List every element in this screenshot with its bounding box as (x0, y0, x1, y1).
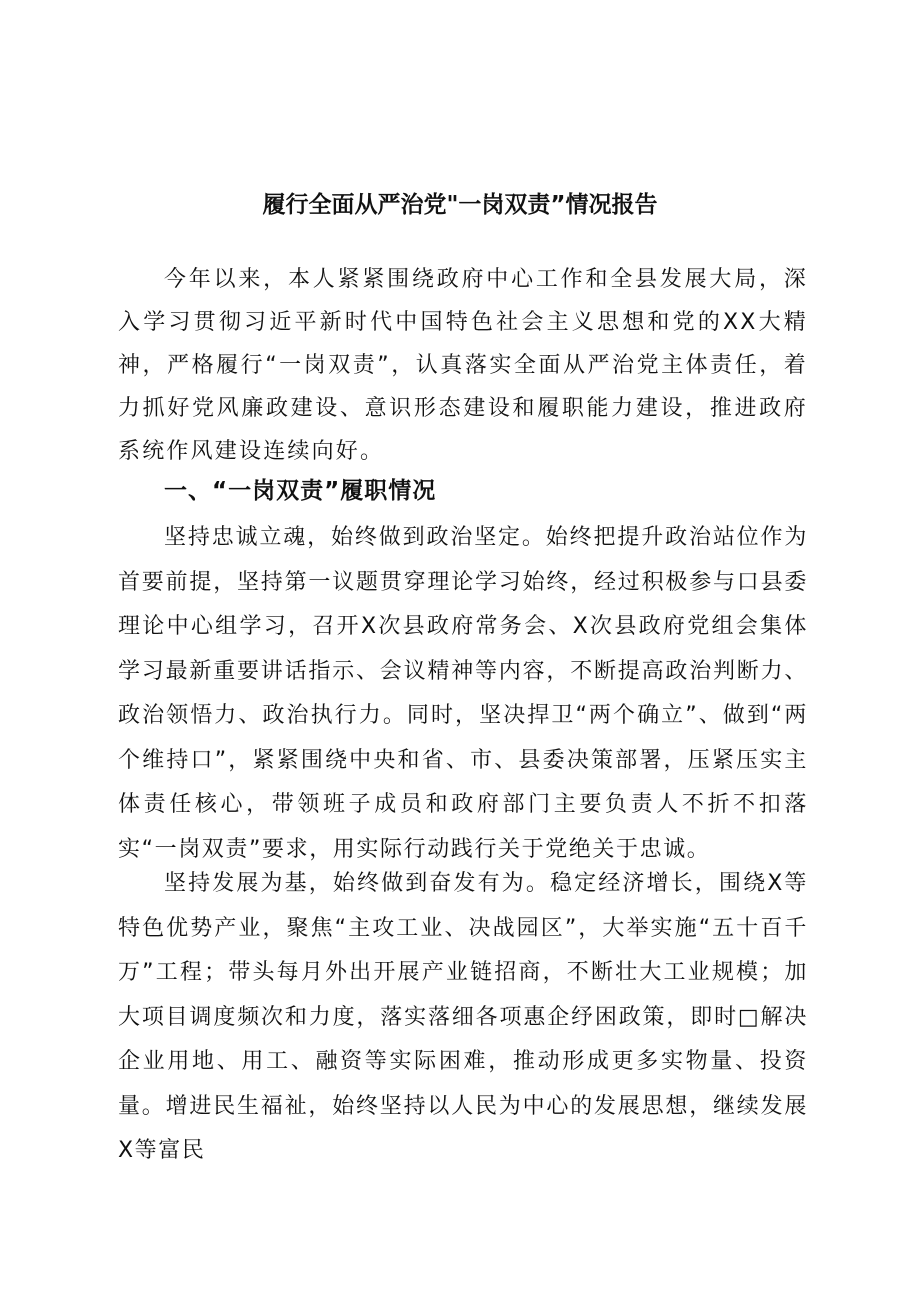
body-paragraph-2: 坚持发展为基，始终做到奋发有为。稳定经济增长，围绕X等特色优势产业，聚焦“主攻工业、决战园区”，大举实施“五十百千万”工程；带头每月外出开展产业链招商，不断壮大工业规模；加大项目调度频次和力度，落实落细各项惠企纾困政策，即时□解决企业用地、用工、融资等实际困难，推动形成更多实物量、投资量。增进民生福祉，始终坚持以人民为中心的发展思想，继续发展X等富民 (118, 871, 808, 1163)
section-heading: 一、“一岗双责”履职情况 (164, 478, 437, 504)
document-title: 履行全面从严治党"一岗双责”情况报告 (262, 192, 658, 218)
body-paragraph-1: 坚持忠诚立魂，始终做到政治坚定。始终把提升政治站位作为首要前提，坚持第一议题贯穿理论学习始终，经过积极参与口县委理论中心组学习，召开X次县政府常务会、X次县政府党组会集体学习最新重要讲话指示、会议精神等内容，不断提高政治判断力、政治领悟力、政治执行力。同时，坚决捍卫“两个确立”、做到“两个维持口”，紧紧围绕中央和省、市、县委决策部署，压紧压实主体责任核心，带领班子成员和政府部门主要负责人不折不扣落实“一岗双责”要求，用实际行动践行关于党绝关于忠诚。 (118, 525, 808, 862)
intro-paragraph: 今年以来，本人紧紧围绕政府中心工作和全县发展大局，深入学习贯彻习近平新时代中国特色社会主义思想和党的XX大精神，严格履行“一岗双责”，认真落实全面从严治党主体责任，着力抓好党风廉政建设、意识形态建设和履职能力建设，推进政府系统作风建设连续向好。 (118, 267, 808, 464)
